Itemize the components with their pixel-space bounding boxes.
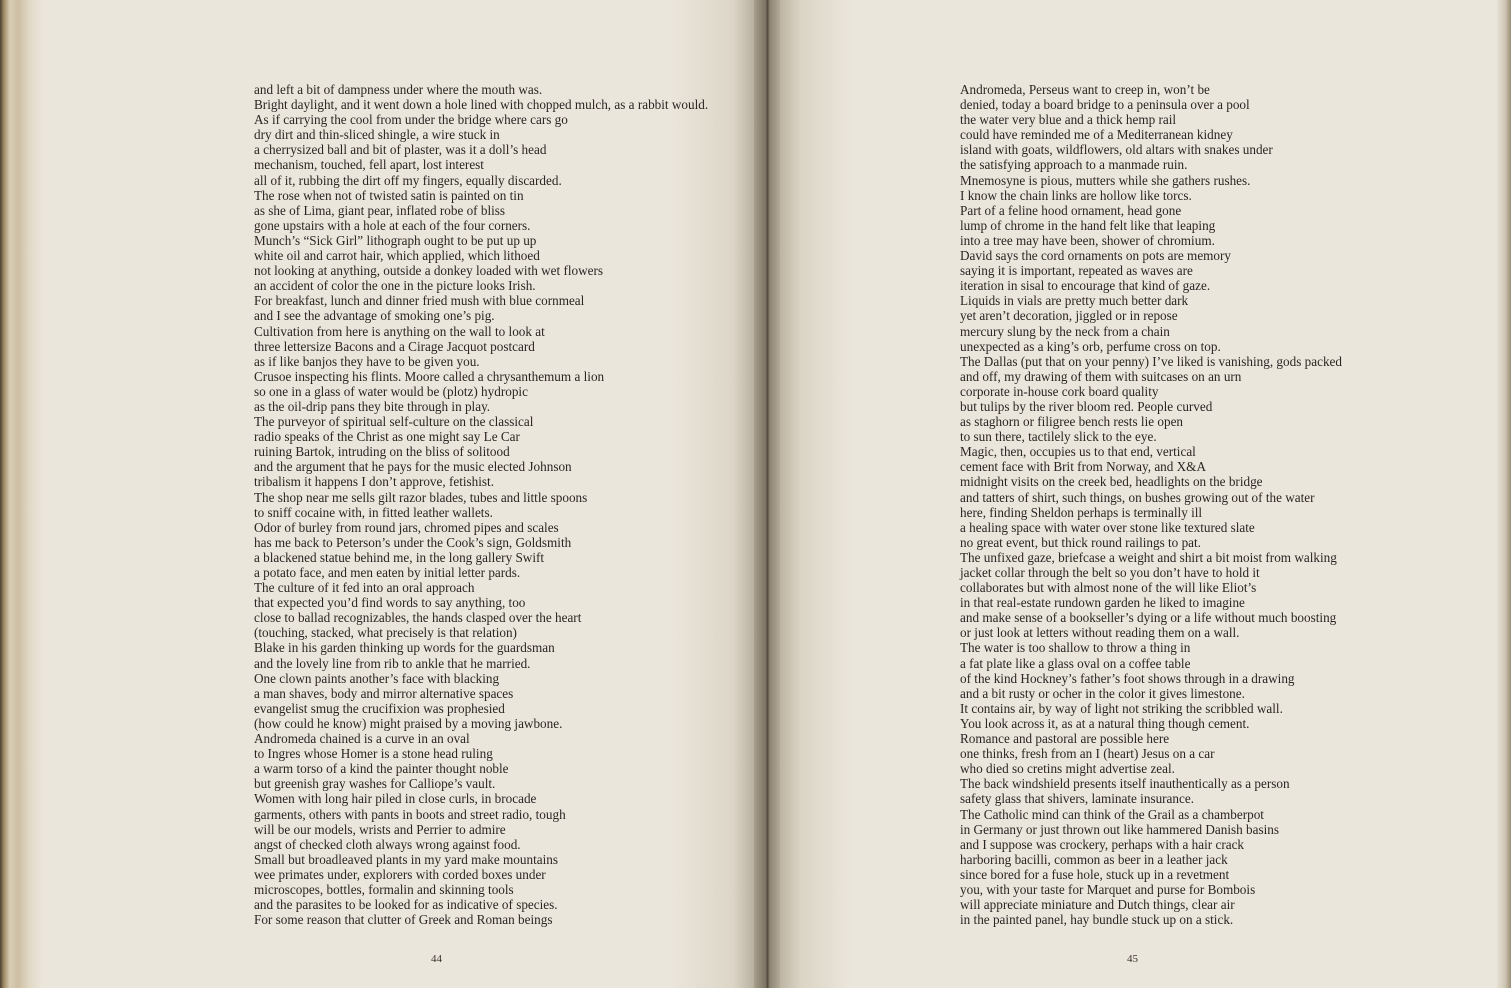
- poem-line: white oil and carrot hair, which applied, which lithoed: [254, 248, 540, 264]
- poem-line: but greenish gray washes for Calliope’s vault.: [254, 776, 496, 792]
- poem-line: Bright daylight, and it went down a hole lined with chopped mulch, as a rabbit would.: [254, 97, 709, 113]
- poem-line: will appreciate miniature and Dutch things, clear air: [960, 897, 1235, 913]
- poem-line: It contains air, by way of light not striking the scribbled wall.: [960, 700, 1283, 716]
- poem-line: and tatters of shirt, such things, on bushes growing out of the water: [960, 489, 1315, 505]
- poem-line: Blake in his garden thinking up words for the guardsman: [254, 640, 555, 656]
- poem-line: Crusoe inspecting his flints. Moore called a chrysanthemum a lion: [254, 368, 605, 384]
- poem-line: radio speaks of the Christ as one might say Le Car: [254, 429, 520, 445]
- poem-line: Part of a feline hood ornament, head gone: [960, 202, 1182, 218]
- poem-line: (touching, stacked, what precisely is that relation): [254, 625, 517, 641]
- poem-line: Munch’s “Sick Girl” lithograph ought to be put up up: [254, 232, 537, 248]
- poem-line: you, with your taste for Marquet and purse for Bombois: [960, 881, 1256, 897]
- poem-line: Magic, then, occupies us to that end, vertical: [960, 444, 1196, 460]
- poem-line: Romance and pastoral are possible here: [960, 731, 1170, 747]
- poem-line: midnight visits on the creek bed, headlights on the bridge: [960, 474, 1263, 490]
- poem-line: will be our models, wrists and Perrier to admire: [254, 821, 506, 837]
- poem-line: You look across it, as at a natural thing though cement.: [960, 715, 1250, 731]
- poem-line: tribalism it happens I don’t approve, fetishist.: [254, 474, 495, 490]
- poem-line: The back windshield presents itself inauthentically as a person: [960, 776, 1290, 792]
- poem-line: yet aren’t decoration, jiggled or in repose: [960, 308, 1178, 324]
- poem-line: as she of Lima, giant pear, inflated robe of bliss: [254, 202, 506, 218]
- poem-line: not looking at anything, outside a donkey loaded with wet flowers: [254, 263, 604, 279]
- poem-line: that expected you’d find words to say anything, too: [254, 595, 526, 611]
- poem-line: garments, others with pants in boots and street radio, tough: [254, 806, 566, 822]
- poem-line: Odor of burley from round jars, chromed pipes and scales: [254, 519, 559, 535]
- poem-line: evangelist smug the crucifixion was prophesied: [254, 700, 505, 716]
- poem-line: as if like banjos they have to be given you.: [254, 353, 480, 369]
- poem-line: in that real-estate rundown garden he liked to imagine: [960, 595, 1245, 611]
- poem-line: harboring bacilli, common as beer in a leather jack: [960, 851, 1228, 867]
- poem-line: unexpected as a king’s orb, perfume cross on top.: [960, 338, 1221, 354]
- poem-line: One clown paints another’s face with blacking: [254, 670, 500, 686]
- poem-line: close to ballad recognizables, the hands clasped over the heart: [254, 610, 582, 626]
- poem-line: and the parasites to be looked for as indicative of species.: [254, 897, 558, 913]
- poem-line: but tulips by the river bloom red. People curved: [960, 398, 1213, 414]
- poem-line: For breakfast, lunch and dinner fried mush with blue cornmeal: [254, 293, 585, 309]
- poem-line: the satisfying approach to a manmade ruin.: [960, 157, 1188, 173]
- poem-line: has me back to Peterson’s under the Cook’s sign, Goldsmith: [254, 534, 572, 550]
- poem-line: jacket collar through the belt so you don’t have to hold it: [960, 565, 1260, 580]
- poem-line: Cultivation from here is anything on the wall to look at: [254, 323, 545, 339]
- poem-line: The Catholic mind can think of the Grail as a chamberpot: [960, 806, 1264, 822]
- poem-line: Women with long hair piled in close curls, in brocade: [254, 791, 537, 807]
- poem-line: The water is too shallow to throw a thing in: [960, 640, 1191, 656]
- poem-line: For some reason that clutter of Greek and Roman beings: [254, 912, 553, 928]
- poem-line: the water very blue and a thick hemp rail: [960, 112, 1177, 128]
- poem-line: corporate in-house cork board quality: [960, 383, 1159, 399]
- poem-line: dry dirt and thin-sliced shingle, a wire stuck in: [254, 127, 500, 143]
- book-gutter: [754, 0, 780, 988]
- poem-line: angst of checked cloth always wrong against food.: [254, 836, 521, 852]
- page-number-right: 45: [1127, 953, 1138, 965]
- poem-line: gone upstairs with a hole at each of the four corners.: [254, 217, 531, 233]
- poem-line: of the kind Hockney’s father’s foot shows through in a drawing: [960, 670, 1295, 686]
- poem-line: as the oil-drip pans they bite through in play.: [254, 398, 491, 414]
- poem-line: all of it, rubbing the dirt off my fingers, equally discarded.: [254, 172, 562, 188]
- poem-line: no great event, but thick round railings to pat.: [960, 534, 1201, 550]
- page-number-left: 44: [431, 953, 442, 965]
- poem-line: and the argument that he pays for the music elected Johnson: [254, 459, 572, 475]
- poem-line: The shop near me sells gilt razor blades, tubes and little spoons: [254, 489, 588, 505]
- poem-line: a warm torso of a kind the painter thought noble: [254, 761, 509, 777]
- poem-line: mercury slung by the neck from a chain: [960, 323, 1170, 339]
- poem-line: safety glass that shivers, laminate insurance.: [960, 791, 1195, 807]
- poem-line: a healing space with water over stone like textured slate: [960, 519, 1255, 535]
- poem-line: Andromeda chained is a curve in an oval: [254, 731, 470, 747]
- poem-line: microscopes, bottles, formalin and skinning tools: [254, 881, 514, 897]
- poem-line: a potato face, and men eaten by initial letter pards.: [254, 565, 521, 580]
- poem-line: saying it is important, repeated as waves are: [960, 263, 1193, 279]
- left-page-text: [254, 82, 708, 927]
- poem-line: Andromeda, Perseus want to creep in, won’t be: [960, 82, 1210, 97]
- poem-line: one thinks, fresh from an I (heart) Jesus on a car: [960, 746, 1215, 762]
- poem-line: The Dallas (put that on your penny) I’ve liked is vanishing, gods packed: [960, 353, 1342, 369]
- poem-line: into a tree may have been, shower of chromium.: [960, 232, 1215, 248]
- poem-line: collaborates but with almost none of the will like Eliot’s: [960, 580, 1257, 596]
- poem-line: a fat plate like a glass oval on a coffee table: [960, 655, 1191, 671]
- poem-line: mechanism, touched, fell apart, lost interest: [254, 157, 484, 173]
- poem-line: As if carrying the cool from under the bridge where cars go: [254, 112, 568, 128]
- poem-line: to sun there, tactilely slick to the eye.: [960, 429, 1157, 445]
- poem-line: to Ingres whose Homer is a stone head ruling: [254, 746, 493, 762]
- poem-line: and the lovely line from rib to ankle that he married.: [254, 655, 531, 671]
- poem-line: wee primates under, explorers with corded boxes under: [254, 866, 546, 882]
- poem-line: Small but broadleaved plants in my yard make mountains: [254, 851, 558, 867]
- poem-line: Mnemosyne is pious, mutters while she gathers rushes.: [960, 172, 1251, 188]
- poem-line: David says the cord ornaments on pots are memory: [960, 248, 1232, 264]
- poem-line: here, finding Sheldon perhaps is terminally ill: [960, 504, 1203, 520]
- right-page-text: [960, 82, 1342, 927]
- poem-line: ruining Bartok, intruding on the bliss of solitood: [254, 444, 510, 460]
- poem-line: in Germany or just thrown out like hammered Danish basins: [960, 821, 1280, 837]
- poem-line: lump of chrome in the hand felt like that leaping: [960, 217, 1216, 233]
- poem-line: three lettersize Bacons and a Cirage Jacquot postcard: [254, 338, 535, 354]
- poem-line: and off, my drawing of them with suitcases on an urn: [960, 368, 1242, 384]
- poem-line: cement face with Brit from Norway, and X&A: [960, 459, 1206, 475]
- poem-line: a man shaves, body and mirror alternative spaces: [254, 685, 514, 701]
- poem-line: an accident of color the one in the picture looks Irish.: [254, 278, 536, 294]
- poem-line: as staghorn or filigree bench rests lie open: [960, 414, 1184, 430]
- poem-line: (how could he know) might praised by a moving jawbone.: [254, 715, 563, 731]
- poem-line: since bored for a fuse hole, stuck up in a revetment: [960, 866, 1230, 882]
- poem-line: and I suppose was crockery, perhaps with a hair crack: [960, 836, 1245, 852]
- poem-line: who died so cretins might advertise zeal.: [960, 761, 1175, 777]
- poem-line: and left a bit of dampness under where the mouth was.: [254, 82, 543, 97]
- poem-line: I know the chain links are hollow like torcs.: [960, 187, 1192, 203]
- poem-line: The unfixed gaze, briefcase a weight and shirt a bit moist from walking: [960, 549, 1337, 565]
- book-edge-right: [1497, 0, 1511, 988]
- poem-line: iteration in sisal to encourage that kind of gaze.: [960, 278, 1211, 294]
- poem-line: so one in a glass of water would be (plotz) hydropic: [254, 383, 528, 399]
- poem-line: island with goats, wildflowers, old altars with snakes under: [960, 142, 1273, 158]
- poem-line: could have reminded me of a Mediterranean kidney: [960, 127, 1233, 143]
- poem-line: The culture of it fed into an oral approach: [254, 580, 475, 596]
- poem-line: a blackened statue behind me, in the long gallery Swift: [254, 549, 545, 565]
- poem-line: or just look at letters without reading them on a wall.: [960, 625, 1240, 641]
- book-edge-left: [0, 0, 42, 988]
- poem-line: and a bit rusty or ocher in the color it gives limestone.: [960, 685, 1245, 701]
- poem-line: The rose when not of twisted satin is painted on tin: [254, 187, 524, 203]
- poem-line: The purveyor of spiritual self-culture on the classical: [254, 414, 534, 430]
- poem-line: Liquids in vials are pretty much better dark: [960, 293, 1189, 309]
- poem-line: a cherrysized ball and bit of plaster, was it a doll’s head: [254, 142, 547, 158]
- poem-line: in the painted panel, hay bundle stuck up on a stick.: [960, 912, 1234, 928]
- poem-line: to sniff cocaine with, in fitted leather wallets.: [254, 504, 493, 520]
- poem-line: and I see the advantage of smoking one’s pig.: [254, 308, 495, 324]
- poem-line: and make sense of a bookseller’s dying or a life without much boosting: [960, 610, 1337, 626]
- poem-line: denied, today a board bridge to a peninsula over a pool: [960, 97, 1250, 113]
